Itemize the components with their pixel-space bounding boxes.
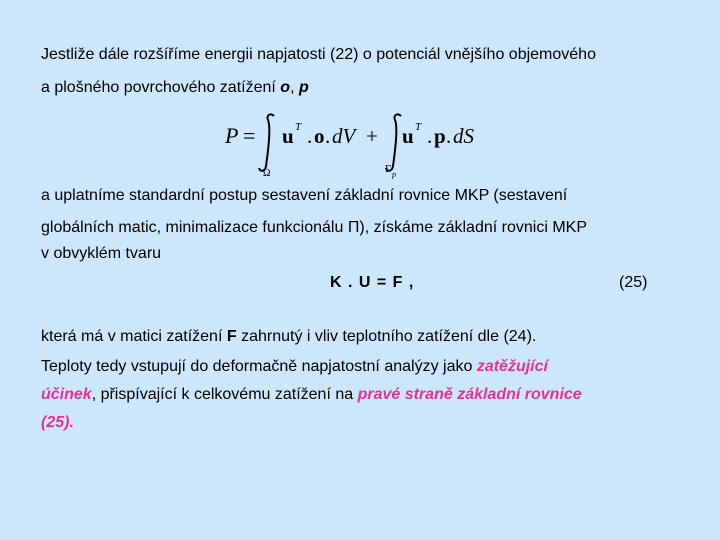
formula-equals: = bbox=[243, 123, 256, 148]
paragraph2-line2: globálních matic, minimalizace funkcionálu Π), získáme základní rovnici MKP bbox=[41, 219, 587, 236]
formula-p: p bbox=[434, 124, 446, 148]
paragraph3-line3-mid: , přispívající k celkovému zatížení na bbox=[91, 386, 358, 403]
paragraph3-line2-prefix: Teploty tedy vstupují do deformačně napjatostní analýzy jako bbox=[41, 358, 477, 375]
formula-u1: u bbox=[282, 124, 294, 148]
paragraph3-line1 bbox=[41, 329, 536, 345]
formula-dot1: . bbox=[307, 124, 313, 148]
formula-dot2: . bbox=[325, 124, 331, 148]
symbol-p: p bbox=[298, 79, 309, 96]
separator: , bbox=[290, 79, 299, 96]
equation-number: (25) bbox=[619, 274, 648, 291]
paragraph3-line1-prefix: která má v matici zatížení bbox=[41, 328, 227, 345]
formula-t1: T bbox=[295, 121, 302, 133]
symbol-o: o bbox=[280, 79, 291, 96]
formula-o: o bbox=[314, 124, 325, 148]
energy-formula bbox=[225, 108, 495, 180]
formula-dS: dS bbox=[453, 124, 474, 148]
formula-t2: T bbox=[415, 121, 422, 133]
integral-sign-1 bbox=[259, 114, 274, 170]
highlight-zatezujici: zatěžující bbox=[476, 358, 548, 375]
formula-dV: dV bbox=[332, 124, 356, 148]
paragraph2-line1: a uplatníme standardní postup sestavení základní rovnice MKP (sestavení bbox=[41, 187, 568, 204]
paragraph3-line1-suffix: zahrnutý i vliv teplotního zatížení dle (24). bbox=[236, 328, 537, 345]
formula-lhs: P bbox=[225, 123, 239, 148]
integral-sub-omega: Ω bbox=[263, 168, 271, 179]
highlight-prava-strana: pravé straně základní rovnice bbox=[357, 386, 582, 403]
formula-svg bbox=[225, 108, 495, 180]
integral-sub-p: p bbox=[392, 170, 396, 179]
symbol-F: F bbox=[226, 328, 237, 345]
paragraph1-line2-prefix: a plošného povrchového zatížení bbox=[41, 79, 281, 96]
formula-dot4: . bbox=[446, 124, 452, 148]
paragraph1-line2 bbox=[41, 80, 309, 96]
formula-plus: + bbox=[366, 124, 378, 148]
formula-dot3: . bbox=[427, 124, 433, 148]
formula-u2: u bbox=[402, 124, 414, 148]
paragraph2-line3: v obvyklém tvaru bbox=[41, 245, 162, 262]
paragraph3-line3 bbox=[41, 387, 582, 403]
paragraph1-line1: Jestliže dále rozšíříme energii napjatosti (22) o potenciál vnějšího objemového bbox=[41, 46, 596, 63]
paragraph3-line4: (25). bbox=[41, 414, 74, 431]
paragraph3-line2 bbox=[41, 359, 548, 375]
highlight-ucinek: účinek bbox=[41, 386, 92, 403]
main-equation: K . U = F , bbox=[330, 274, 415, 291]
integral-sub-gamma: Γ bbox=[385, 163, 392, 175]
